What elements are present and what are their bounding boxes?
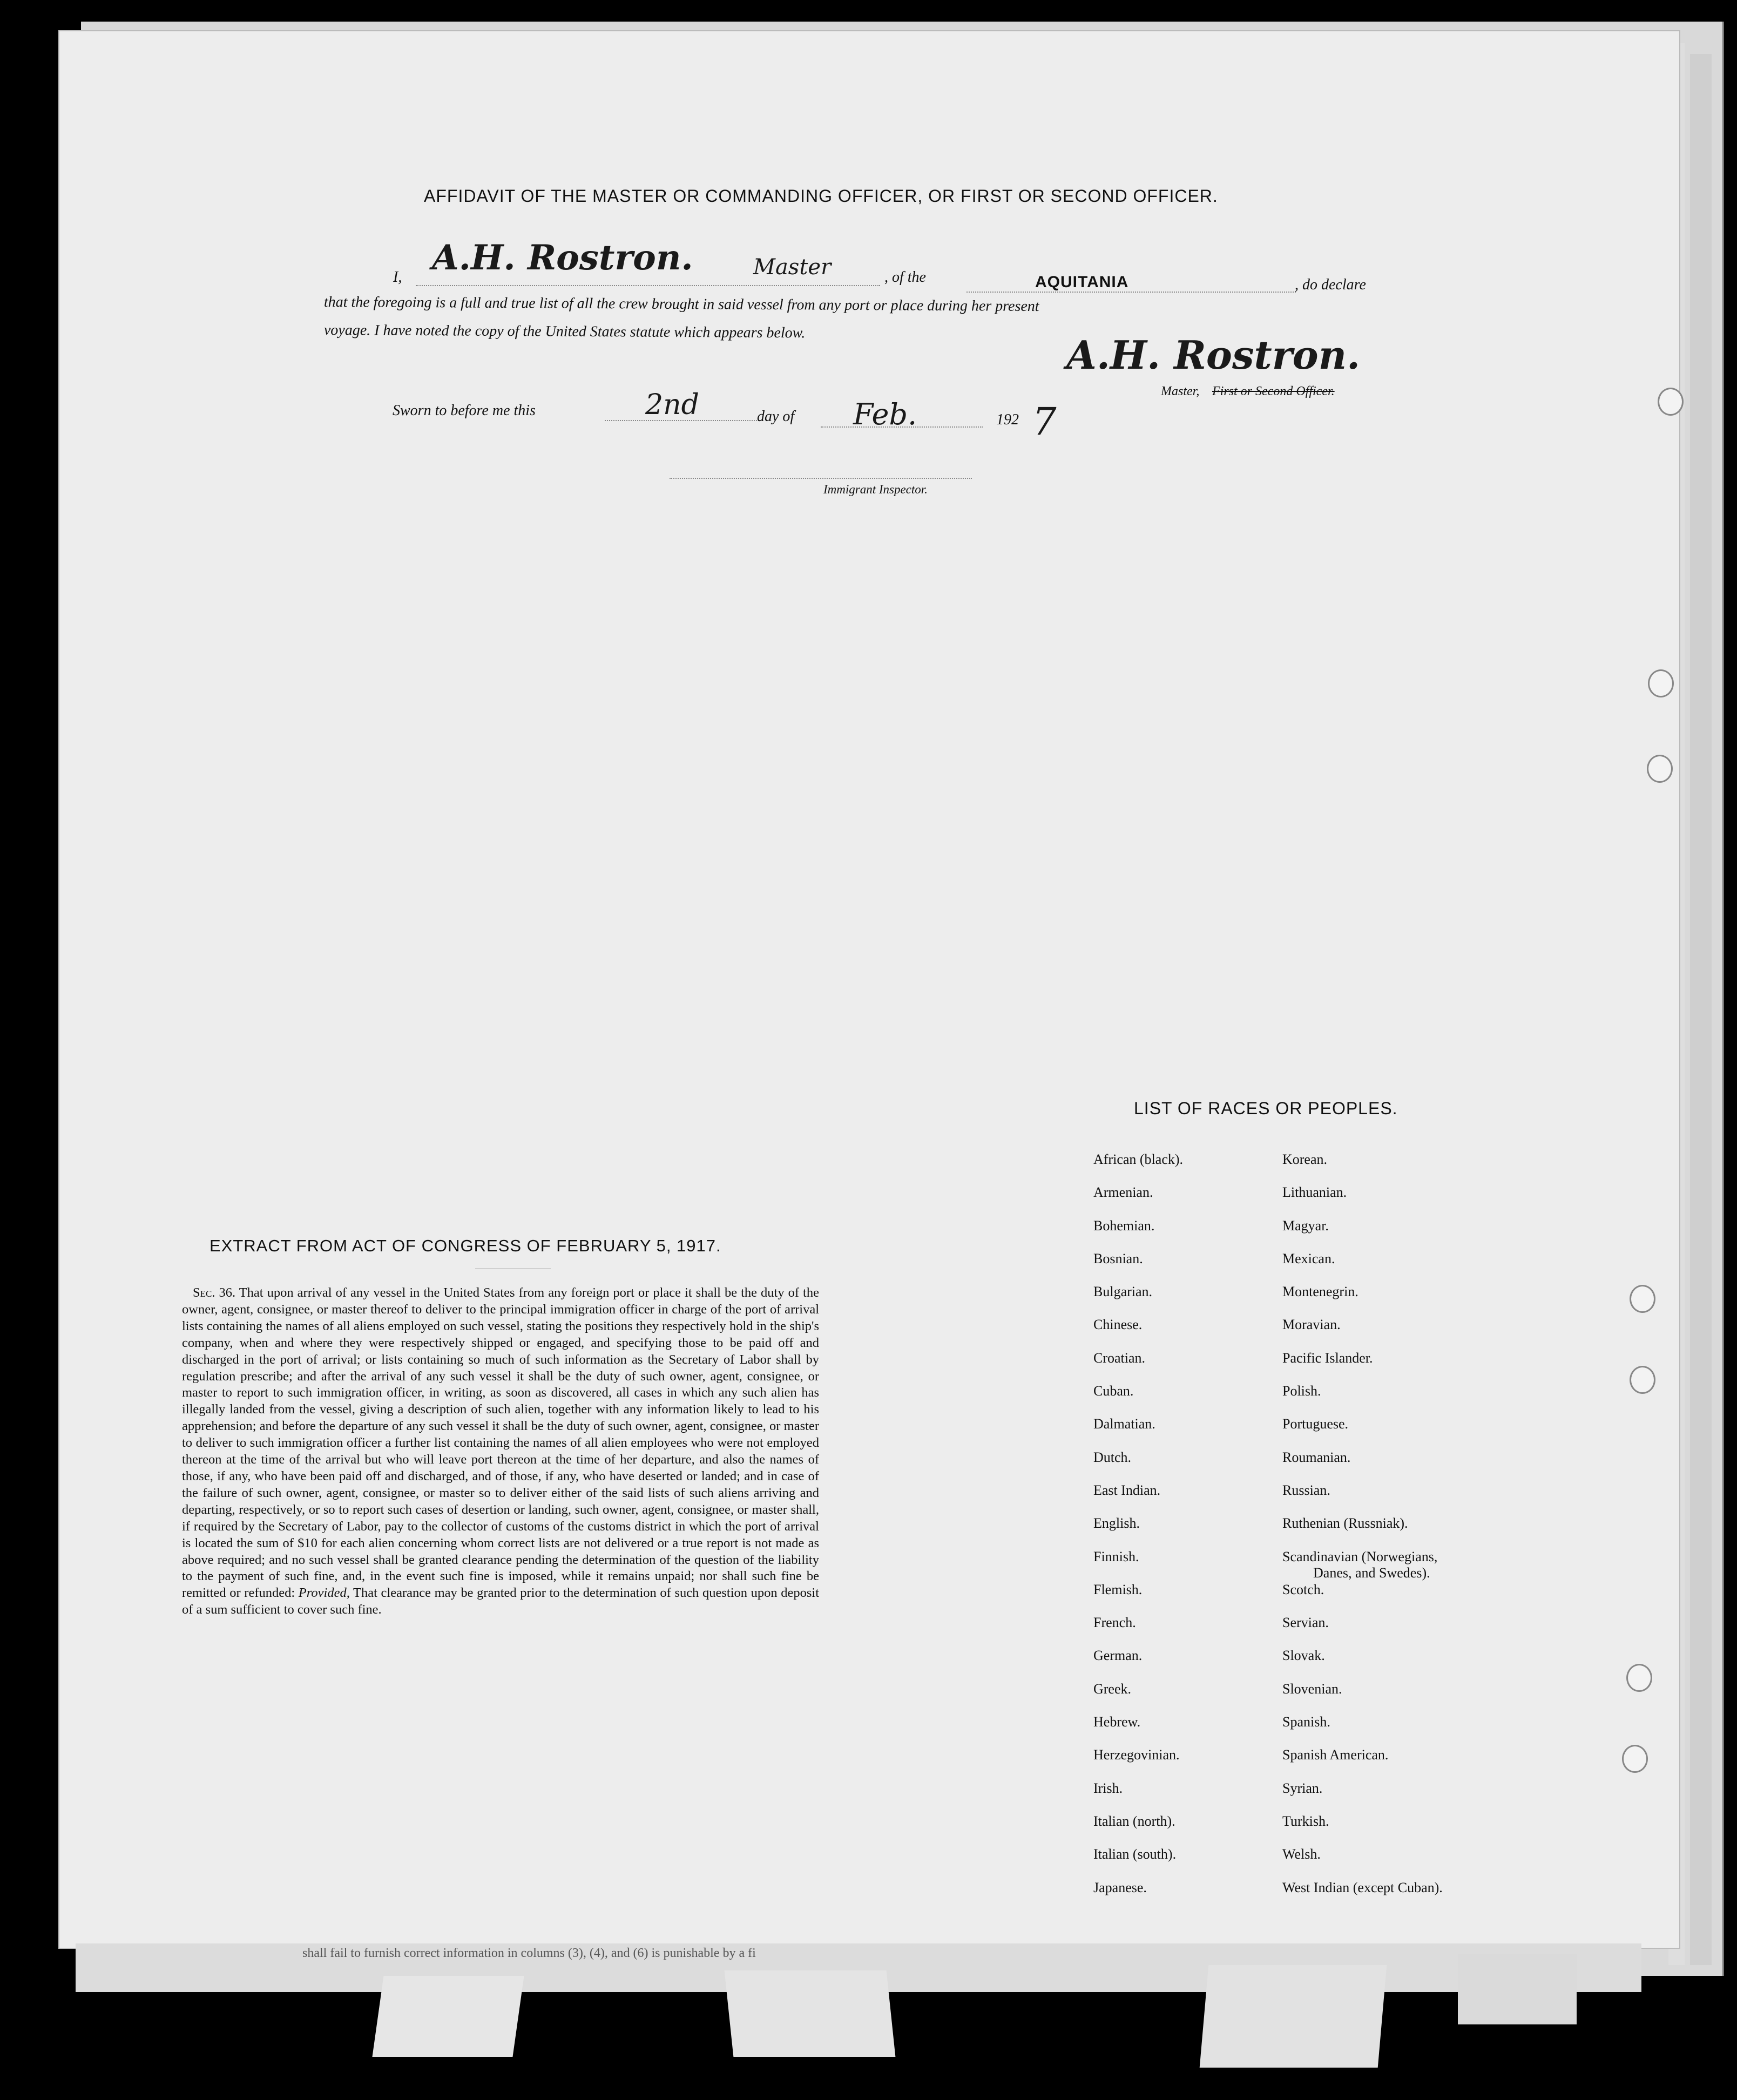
rank-handwritten: Master [753,255,832,280]
binder-hole [1658,388,1684,416]
race-item: Bosnian. [1093,1250,1143,1266]
race-item: Polish. [1282,1383,1321,1399]
day-of-label: day of [757,408,795,425]
race-item: Turkish. [1282,1813,1329,1829]
extract-title: EXTRACT FROM ACT OF CONGRESS OF FEBRUARY 5, 1917. [209,1236,721,1255]
affidavit-line2: that the foregoing is a full and true list of all the crew brought in said vessel from any port or place during her present [323,294,1039,315]
races-right-column [1282,1151,1443,1913]
affidavit-title: AFFIDAVIT OF THE MASTER OR COMMANDING OFFICER, OR FIRST OR SECOND OFFICER. [424,186,1218,206]
race-item: Portuguese. [1282,1416,1349,1432]
race-item: Moravian. [1282,1317,1341,1333]
race-item: Welsh. [1282,1846,1321,1862]
race-item: Servian. [1282,1615,1329,1631]
race-item: Scandinavian (Norwegians, [1282,1548,1438,1564]
race-item: Korean. [1282,1151,1328,1167]
year-handwritten: 7 [1032,399,1057,444]
races-title: LIST OF RACES OR PEOPLES. [1134,1099,1398,1118]
master-name-handwritten: A.H. Rostron. [432,238,693,278]
race-item: Herzegovinian. [1093,1747,1180,1763]
inspector-caption: Immigrant Inspector. [823,483,928,496]
race-item: Pacific Islander. [1282,1350,1373,1366]
race-item: Irish. [1093,1780,1123,1796]
affidavit-line3: voyage. I have noted the copy of the United States statute which appears below. [323,322,806,342]
provided-text: That clearance may be granted prior to the determination of such question upon deposit of a sum sufficient to cover such fine. [182,1586,820,1617]
race-item: Japanese. [1093,1879,1147,1895]
binder-hole [1647,755,1673,783]
torn-paper-fragment [372,1976,524,2057]
of-the-label: , of the [884,269,926,286]
signature-caption-struck: First or Second Officer. [1212,384,1335,398]
extract-body: That upon arrival of any vessel in the United States from any foreign port or place it shall be the duty of the owner, agent, consignee, or master thereof to deliver to the principal immigration officer in charge of the port of arrival lists containing the names of all aliens employed on such vessel, stating the positions they respectively hold in the ship's company, when and where they were respectively shipped or engaged, and specifying those to be paid off and discharged in the port of arrival; or lists containing so much of such information as the Secretary of Labor shall by regulation prescribe; and after the arrival of any such vessel it shall be the duty of such owner, agent, consignee, or master to report to such immigration officer, in writing, as soon as discovered, all cases in which any such alien has illegally landed from the vessel, giving a description of such alien, together with any information likely to lead to his apprehension; and before the departure of any such vessel it shall be the duty of such owner, agent, consignee, or master to deliver to such immigration officer a further list containing the names of all alien employees who were not employed thereon at the time of the arrival but who will leave port thereon at the time of her departure, and also the names of those, if any, who have been paid off and discharged, and of those, if any, who have deserted or landed; and in case of the failure of such owner, agent, consignee, or master so to deliver either of the said lists of such aliens arriving and departing, respectively, or so to report such cases of desertion or landing, such owner, agent, consignee, or master shall, if required by the Secretary of Labor, pay to the collector of customs of the customs district in which the port of arrival is located the sum of $10 for each alien concerning whom correct lists are not delivered or a true report is not made as above required; and no such vessel shall be granted clearance pending the determination of the question of the liability to the payment of such fine, and, in the event such fine is imposed, while it remains unpaid; nor shall such fine be remitted or refunded: [182,1285,819,1601]
sworn-day-handwritten: 2nd [645,389,699,421]
binder-hole [1630,1285,1655,1313]
race-item: Croatian. [1093,1350,1146,1366]
race-item: Scotch. [1282,1581,1324,1597]
race-item: Mexican. [1282,1250,1335,1266]
binder-hole [1648,669,1674,697]
race-item: Dalmatian. [1093,1416,1155,1432]
race-item-continuation: Danes, and Swedes). [1313,1565,1430,1581]
underlying-page-edge [1690,54,1712,1965]
race-item: Montenegrin. [1282,1284,1358,1300]
race-item: Spanish American. [1282,1747,1389,1763]
torn-paper-fragment [725,1970,896,2057]
race-item: French. [1093,1615,1136,1631]
race-item: Greek. [1093,1681,1132,1697]
race-item: Italian (south). [1093,1846,1177,1862]
race-item: Flemish. [1093,1581,1143,1597]
race-item: Roumanian. [1282,1449,1351,1465]
torn-paper-fragment [1200,1965,1387,2068]
race-item: Spanish. [1282,1714,1330,1730]
race-item: Magyar. [1282,1217,1329,1234]
year-printed: 192 [996,411,1019,428]
line1-prefix: I, [393,269,402,286]
race-item: Bohemian. [1093,1217,1155,1234]
do-declare-label: , do declare [1295,276,1366,293]
vessel-rule [966,292,1296,293]
race-item: Armenian. [1093,1184,1153,1201]
race-item: German. [1093,1648,1143,1664]
sec-label: Sec. 36. [193,1285,236,1300]
faint-bottom-text: shall fail to furnish correct information in columns (3), (4), and (6) is punishable by a fi [302,1946,756,1960]
sworn-month-handwritten: Feb. [853,397,917,431]
race-item: Slovak. [1282,1648,1325,1664]
race-item: Russian. [1282,1482,1330,1498]
vessel-name: AQUITANIA [1035,273,1129,291]
extract-paragraph [182,1285,819,1618]
race-item: Bulgarian. [1093,1284,1153,1300]
race-item: West Indian (except Cuban). [1282,1879,1443,1895]
signature: A.H. Rostron. [1066,332,1361,378]
binder-hole [1630,1366,1655,1394]
race-item: Ruthenian (Russniak). [1282,1515,1408,1532]
race-item: Chinese. [1093,1317,1143,1333]
race-item: Slovenian. [1282,1681,1342,1697]
race-item: East Indian. [1093,1482,1161,1498]
race-item: Syrian. [1282,1780,1323,1796]
race-item: Lithuanian. [1282,1184,1347,1201]
binder-hole [1622,1745,1648,1773]
race-item: English. [1093,1515,1140,1532]
races-left-column [1093,1151,1183,1913]
race-item: Italian (north). [1093,1813,1175,1829]
signature-caption-master: Master, [1161,384,1200,398]
name-rule [416,285,880,286]
inspector-rule [670,478,972,479]
binder-hole [1626,1664,1652,1692]
race-item: Finnish. [1093,1548,1139,1564]
race-item: African (black). [1093,1151,1184,1167]
sworn-label: Sworn to before me this [393,402,536,419]
race-item: Dutch. [1093,1449,1132,1465]
provided-label: Provided, [298,1586,350,1601]
race-item: Hebrew. [1093,1714,1141,1730]
race-item: Cuban. [1093,1383,1134,1399]
torn-paper-fragment [1458,1954,1577,2024]
